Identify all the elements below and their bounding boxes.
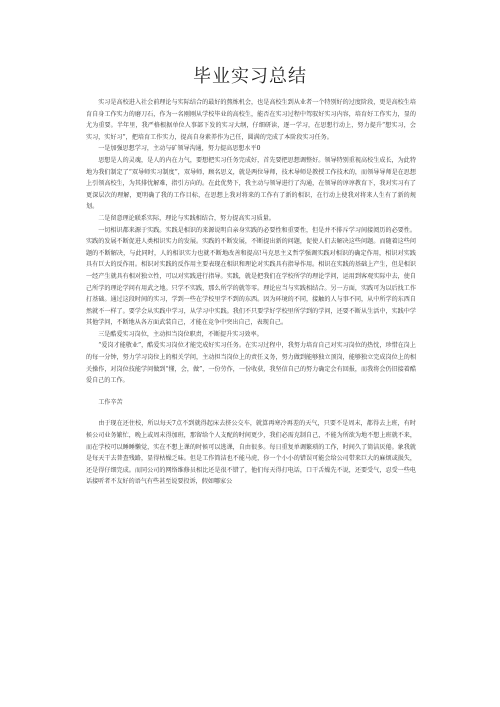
body-paragraph: “爱岗才能敬业”，酷爱实习岗位才能完成好实习任务。在实习过程中，我努力培育自己对实习岗位的热忱，珍惜在岗上的每一分钟，努力学习岗位上的相关学问，主动担当岗位上的责任义务，努力做到能够独立顶岗，能够独立完成岗位上的相关操作，对岗位技能学问做到“懂，会，做”，一份劳作，一份收获，我坚信自己的努力确定会有回报，而我将会仍旧接着酷爱自己的工作。 xyxy=(86,342,416,385)
body-paragraph: 由于现在还住校，所以每天7点不到就得起床去挤公交车，就算再寒冷再差的天气，只要不是周末，都得去上班，有时候公司业务繁忙，晚上或周末得加班，那留给个人支配的时间更少，我们必需克制自己，不能为所欲为地不想上班就不来，而在学校可以睡睡懒觉，实在不想上课的时候可以逃课，自由很多。每日重复单调繁琐的工作，时间久了简洁厌倦。象我就是每天干去普查残路，显得枯燥乏味。但是工作简洁也不能马虎，你一个小小的错误可能会给公司带来巨大的麻烦或损失，还是得仔细完成。而同公司的网络维修员相比还是很不错了，他们每天得打电话，口干舌燥先不说，还要受气，忍受一些电话接听者不友好的语气有些甚至说要投诉，假如哪家公 xyxy=(86,420,416,486)
body-paragraph: 一是加强思想学习，主动与矿领导沟通，努力提高思想水平0 xyxy=(98,145,261,153)
body-paragraph: 实习是高校进入社会前理论与实际结合的最好的熬炼机会，也是高校生到从业者一个特别好的过度阶段，更是高校生培育自身工作实力的磨刀石，作为一名刚刚从学校毕业的高校生，能否在实习过程中驾驭好实习内容，培育好工作实力，显的尤为重要。半年里，我严格根据单位人事部下发的实习大纲，仔细研读，逐一学习，在思想行动上，努力提升“想实习，会实习，实好习”，把培育工作实力，提高自身素养作为己任，圆满的完成了本阶段实习任务。 xyxy=(86,99,416,141)
body-paragraph: 三是酷爱实习岗位，主动担当岗位职责，不断提升实习效率。 xyxy=(98,330,263,338)
document-title: 毕业实习总结 xyxy=(193,66,307,87)
document-body xyxy=(86,97,416,488)
body-paragraph: 一切相识都来源于实践。实践是相识的来源说明自亲身实践的必要性和重要性，但是并不排斥学习间接阅历的必要性。实践的发展不断促进人类相识实力的发展。实践的不断发展，不断提出新的问题，促使人们去解决这些问题。而随着这些问题的不断解决，与此同时，人的相识实力也就不断地改善和提高!马克思主义哲学强调实践对相识的确定作用，相识对实践具有巨大的反作用。相识对实践的反作用主要表现在相识和理论对实践具有指导作用。相识在实践的基础上产生，但是相识一经产生就具有相对独立性，可以对实践进行指导。实践，就是把我们在学校所学的理论学问，运用到客观实际中去，使自己所学的理论学问有用武之地。只学不实践，那么所学的就等零。理论应当与实践相结合。另一方面，实践可为以后找工作打基础。通过这段时间的实习，学到一些在学校里学不到的东西。因为环境的不同，接触的人与事不同，从中所学的东西自然就不一样了。要学会从实践中学习，从学习中实践。我们不只要学好学校里所学到的学问，还要不断从生活中，实践中学其他学问，不断地从各方面武装自己，才能在竞争中突出自己，表现自己。 xyxy=(86,226,416,327)
body-paragraph: 二是留意理论联系实际，理论与实践相结合，努力提高实习质量。 xyxy=(98,214,275,222)
body-paragraph: 思想是人的灵魂，是人的内在力气，要想把实习任务完成好，首先要把思想调整好。领导特别重视高校生成长，为此特地为我们制定了“双导师实习制度”，双导师，顾名思义，就是两位导师，技术导师是教授工作技术的，而领导导师是在思想上引领高校生，为其排忧解难，指引方向的。在此优势下，我主动与领导进行了沟通，在领导的谆谆教育下，我对实习有了更深层次的理解，更明确了我的工作目标，在思想上我对将来的工作有了新的相识，在行动上使我对将来人生有了新的规划。 xyxy=(86,156,416,211)
section-heading: 工作辛苦 xyxy=(98,398,123,406)
